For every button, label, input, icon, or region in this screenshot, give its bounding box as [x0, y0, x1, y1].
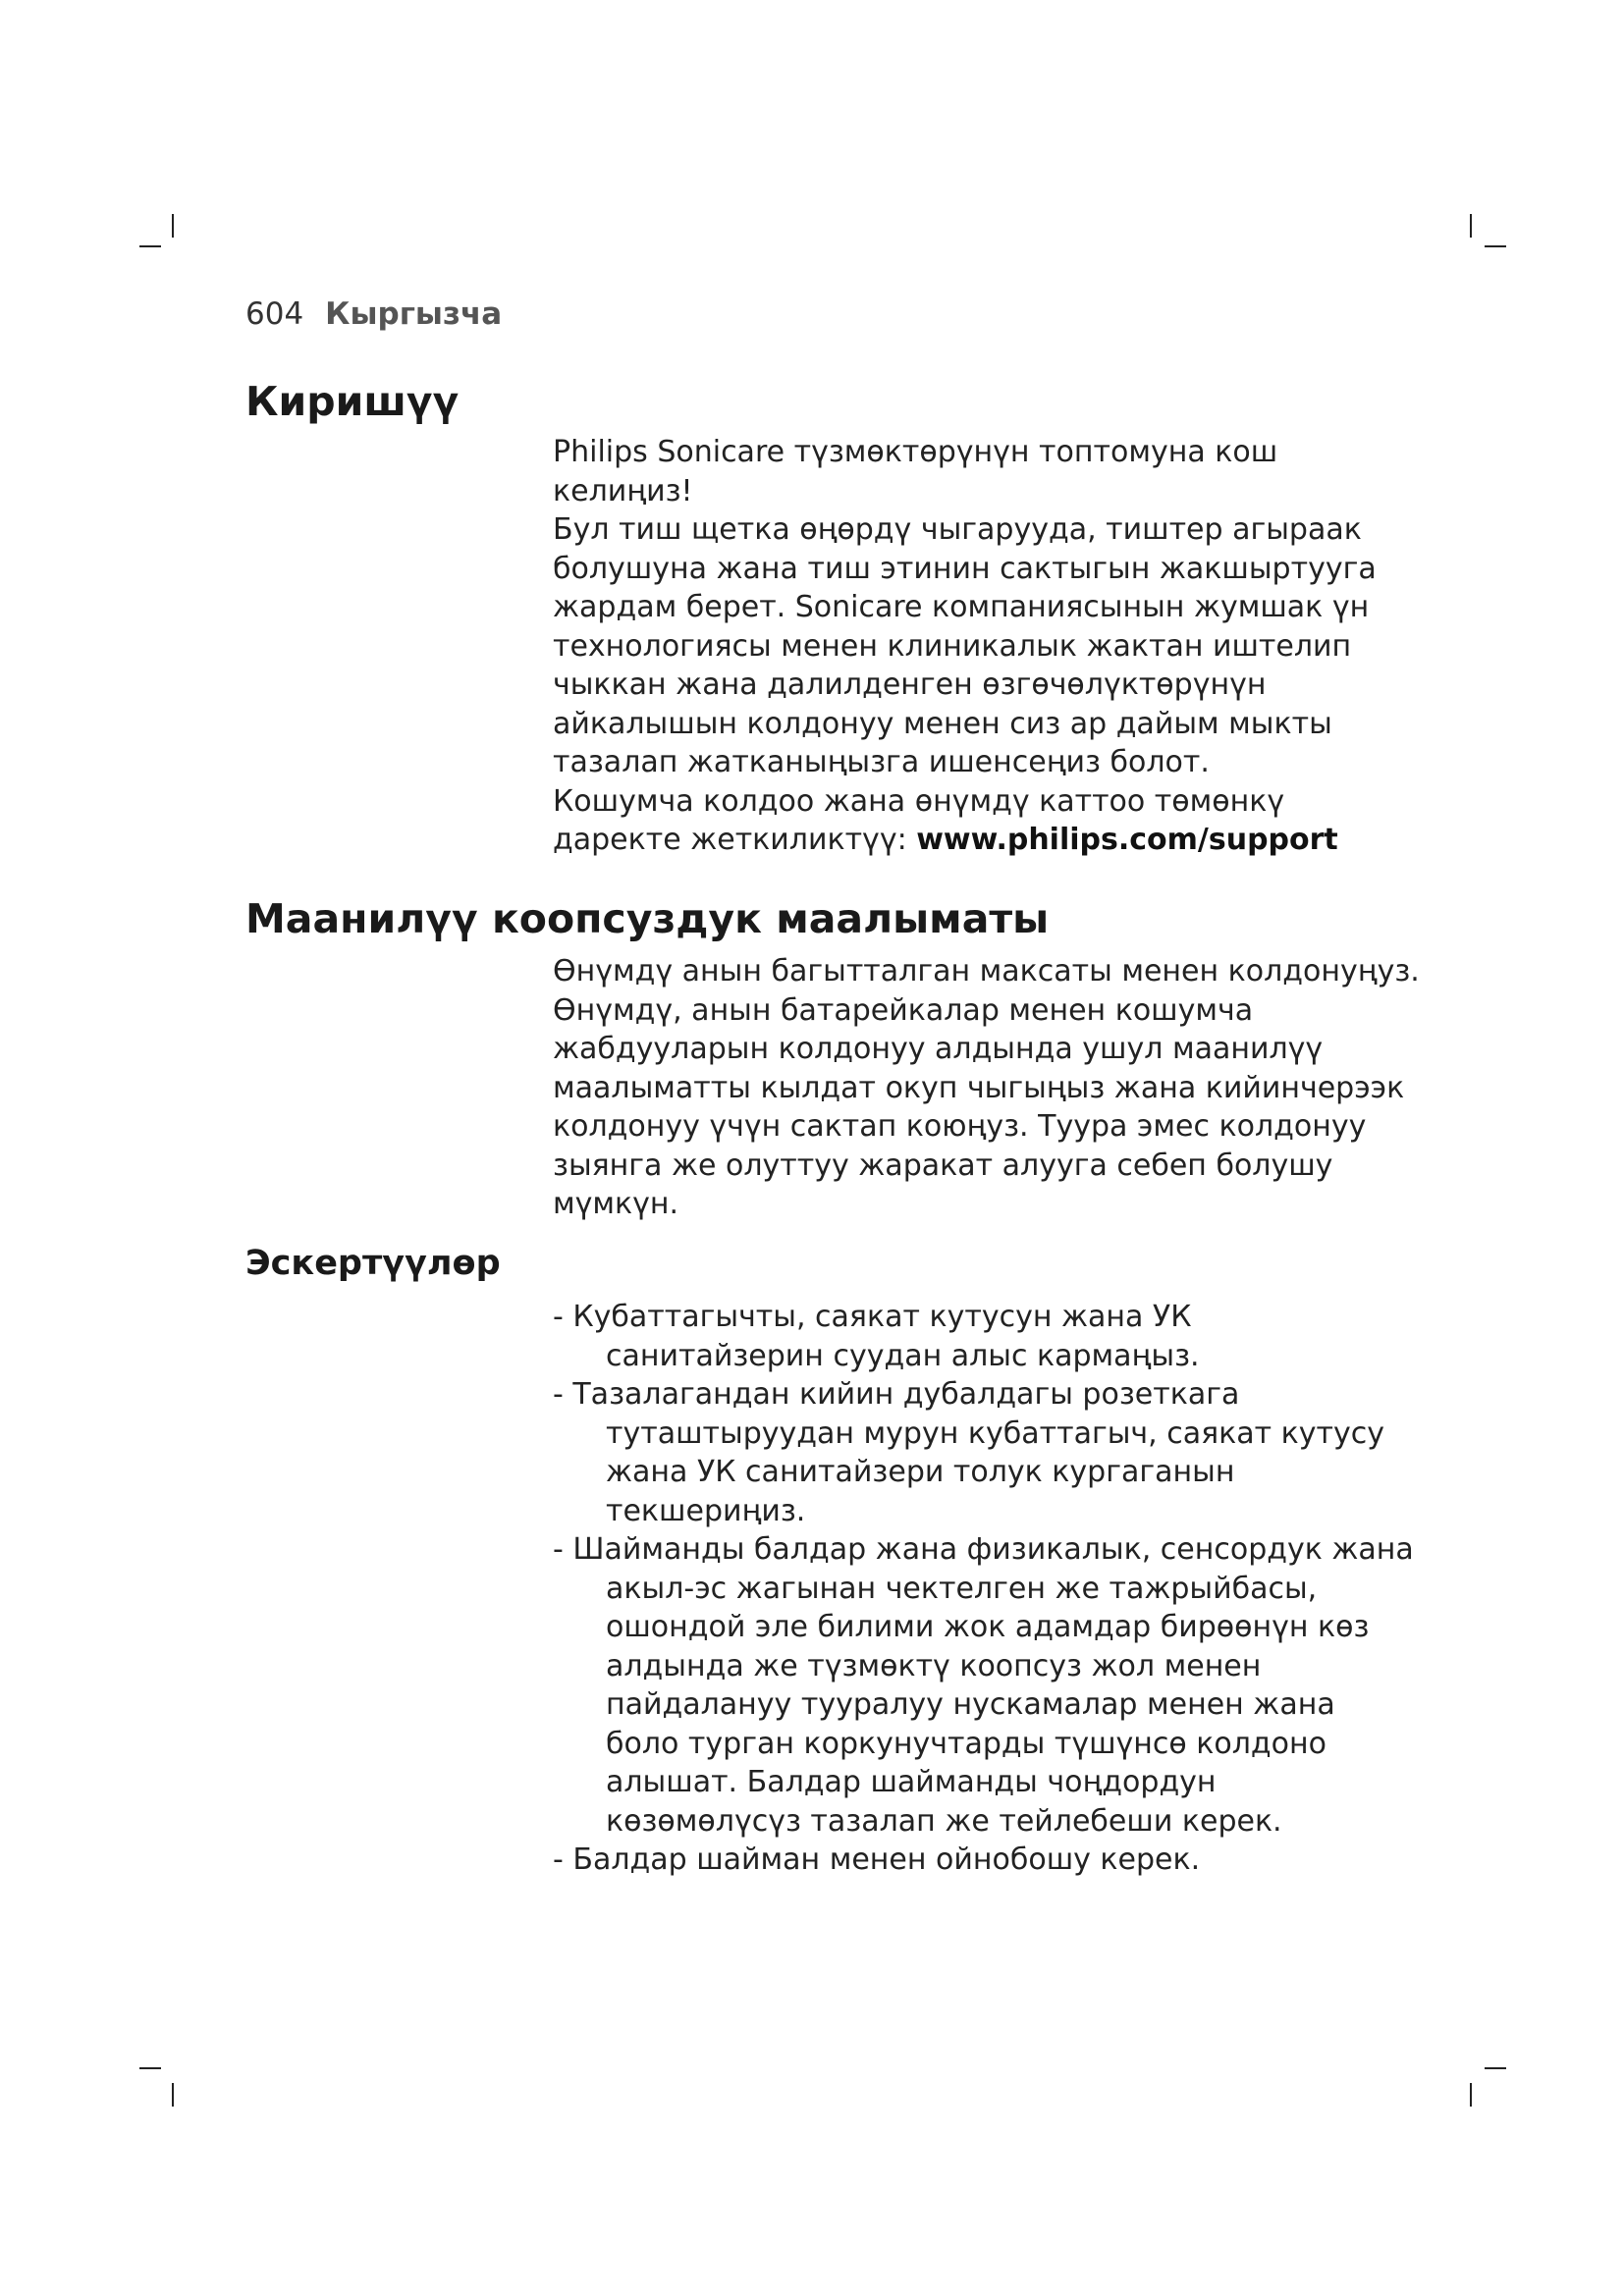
warnings-list — [553, 1298, 1417, 1880]
intro-line: Philips Sonicare түзмөктөрүнүн топтомуна кош — [553, 435, 1278, 469]
intro-line: технологиясы менен клиникалык жактан иштелип — [553, 628, 1352, 664]
intro-line: чыккан жана далилденген өзгөчөлүктөрүнүн — [553, 667, 1267, 702]
intro-line: болушуна жана тиш этинин сактыгын жакшыртууга — [553, 551, 1377, 586]
support-link[interactable]: www.philips.com/support — [916, 823, 1338, 857]
safety-text — [553, 952, 1420, 1224]
warning-item: - Балдар шайман менен ойнобошу керек. — [553, 1842, 1201, 1877]
intro-line: Бул тиш щетка өңөрдү чыгарууда, тиштер агыраак — [553, 512, 1362, 547]
crop-mark-top-left-v — [172, 214, 174, 238]
intro-line: тазалап жатканыңызга ишенсеңиз болот. — [553, 745, 1210, 779]
safety-line: маалыматты кылдат окуп чыгыңыз жана кийинчерээк — [553, 1070, 1405, 1105]
warning-item: - Тазалагандан кийин дубалдагы розеткага туташтыруудан мурун кубаттагыч, саякат кутусу жана УК санитайзери толук кургаганын текшериңиз. — [553, 1377, 1384, 1528]
safety-line: колдонуу үчүн сактап коюңуз. Туура эмес колдонуу — [553, 1109, 1367, 1144]
warning-item: - Кубаттагычты, саякат кутусун жана УК санитайзерин суудан алыс кармаңыз. — [553, 1300, 1200, 1373]
crop-mark-bottom-right-v — [1470, 2083, 1472, 2107]
safety-line: Өнүмдү анын багытталган максаты менен колдонуңуз. — [553, 954, 1420, 988]
warnings-heading: Эскертүүлөр — [245, 1244, 501, 1283]
intro-heading: Киришүү — [245, 378, 460, 425]
safety-line: зыянга же олуттуу жаракат алууга себеп болушу — [553, 1148, 1333, 1183]
intro-line: Кошумча колдоо жана өнүмдү каттоо төмөнкү — [553, 783, 1285, 819]
safety-heading: Маанилүү коопсуздук маалыматы — [245, 895, 1050, 942]
intro-last-line-prefix: даректе жеткиликтүү: — [553, 823, 917, 857]
page-number: 604 — [245, 296, 304, 332]
intro-line: айкалышын колдонуу менен сиз ар дайым мыкты — [553, 706, 1332, 741]
page-language: Кыргызча — [325, 296, 503, 332]
intro-text — [553, 433, 1417, 860]
crop-mark-top-right-h — [1485, 245, 1506, 247]
page-header — [245, 294, 502, 334]
crop-mark-bottom-left-h — [139, 2067, 161, 2069]
safety-line: мүмкүн. — [553, 1187, 679, 1221]
intro-line: жардам берет. Sonicare компаниясынын жумшак үн — [553, 590, 1370, 624]
intro-last-line — [553, 821, 1417, 860]
crop-mark-bottom-right-h — [1485, 2067, 1506, 2069]
intro-line: келиңиз! — [553, 473, 693, 508]
warning-item: - Шайманды балдар жана физикалык, сенсордук жана акыл-эс жагынан чектелген же тажрыйбасы, ошондой эле билими жок адамдар бирөөнүн көз алдында же түзмөктү коопсуз жол менен пайдалануу тууралуу нускамалар менен жана боло турган коркунучтарды түшүнсө колдоно алышат. Балдар шайманды чоңдордун көзөмөлүсүз тазалап же тейлебеши керек. — [553, 1532, 1414, 1839]
safety-line: Өнүмдү, анын батарейкалар менен кошумча — [553, 992, 1254, 1028]
safety-line: жабдууларын колдонуу алдында ушул маанилүү — [553, 1032, 1324, 1066]
crop-mark-top-right-v — [1470, 214, 1472, 238]
crop-mark-top-left-h — [139, 245, 161, 247]
crop-mark-bottom-left-v — [172, 2083, 174, 2107]
